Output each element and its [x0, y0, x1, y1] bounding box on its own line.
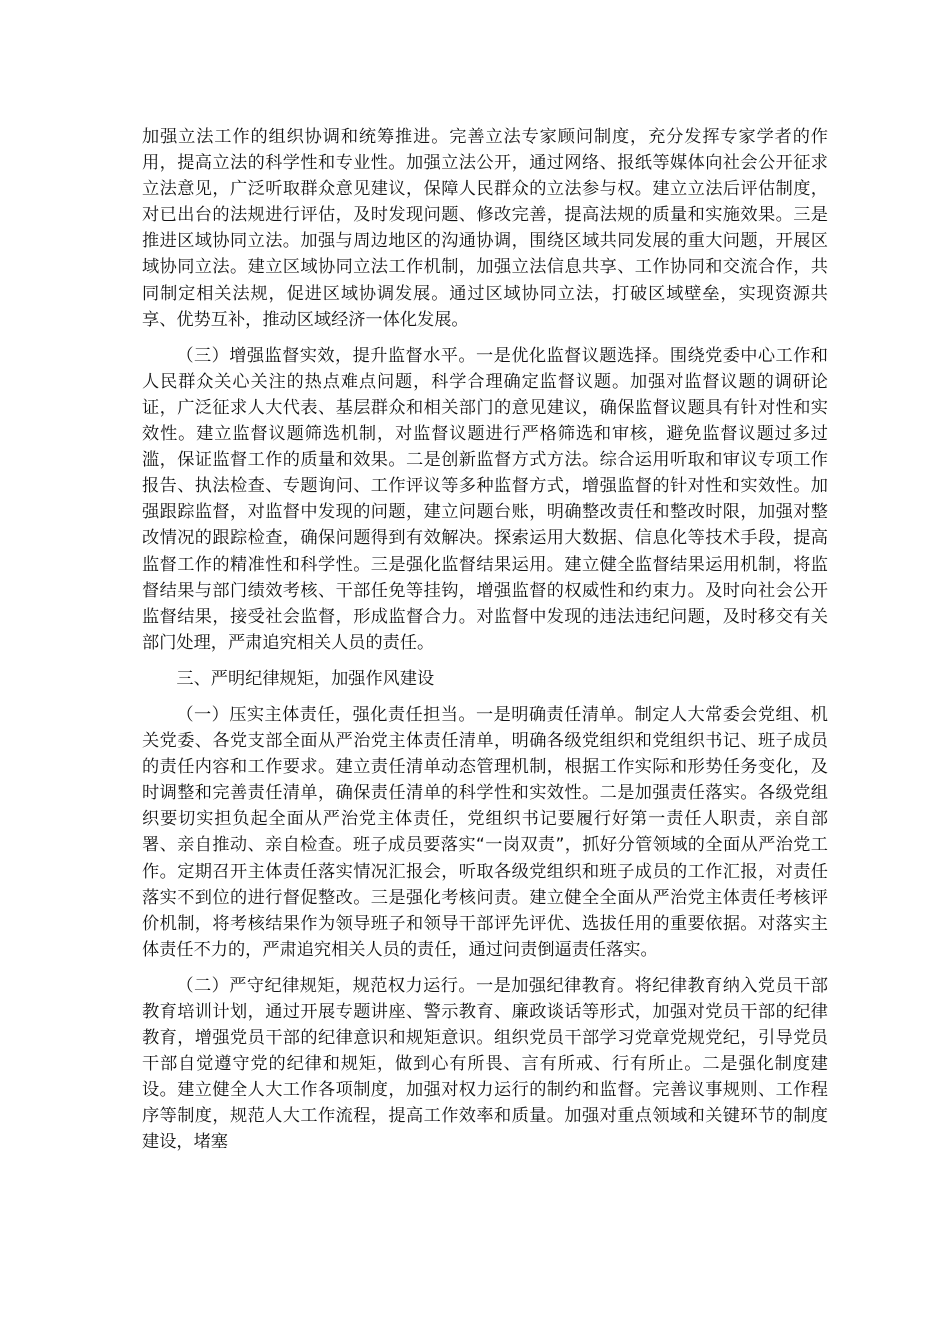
paragraph-legislation-continued: 加强立法工作的组织协调和统筹推进。完善立法专家顾问制度，充分发挥专家学者的作用，提高立法的科学性和专业性。加强立法公开，通过网络、报纸等媒体向社会公开征求立法意见，广泛听取群众意见建议，保障人民群众的立法参与权。建立立法后评估制度，对已出台的法规进行评估，及时发现问题、修改完善，提高法规的质量和实施效果。三是推进区域协同立法。加强与周边地区的沟通协调，围绕区域共同发展的重大问题，开展区域协同立法。建立区域协同立法工作机制，加强立法信息共享、工作协同和交流合作，共同制定相关法规，促进区域协调发展。通过区域协同立法，打破区域壁垒，实现资源共享、优势互补，推动区域经济一体化发展。	[142, 127, 828, 330]
paragraph-supervision: （三）增强监督实效，提升监督水平。一是优化监督议题选择。围绕党委中心工作和人民群众关心关注的热点难点问题，科学合理确定监督议题。加强对监督议题的调研论证，广泛征求人大代表、基层群众和相关部门的意见建议，确保监督议题具有针对性和实效性。建立监督议题筛选机制，对监督议题进行严格筛选和审核，避免监督议题过多过滥，保证监督工作的质量和效果。二是创新监督方式方法。综合运用听取和审议专项工作报告、执法检查、专题询问、工作评议等多种监督方式，增强监督的针对性和实效性。加强跟踪监督，对监督中发现的问题，建立问题台账，明确整改责任和整改时限，加强对整改情况的跟踪检查，确保问题得到有效解决。探索运用大数据、信息化等技术手段，提高监督工作的精准性和科学性。三是强化监督结果运用。建立健全监督结果运用机制，将监督结果与部门绩效考核、干部任免等挂钩，增强监督的权威性和约束力。及时向社会公开监督结果，接受社会监督，形成监督合力。对监督中发现的违法违纪问题，及时移交有关部门处理，严肃追究相关人员的责任。	[142, 345, 828, 653]
paragraph-rules: （二）严守纪律规矩，规范权力运行。一是加强纪律教育。将纪律教育纳入党员干部教育培训计划，通过开展专题讲座、警示教育、廉政谈话等形式，加强对党员干部的纪律教育，增强党员干部的纪律意识和规矩意识。组织党员干部学习党章党规党纪，引导党员干部自觉遵守党的纪律和规矩，做到心有所畏、言有所戒、行有所止。二是强化制度建设。建立健全人大工作各项制度，加强对权力运行的制约和监督。完善议事规则、工作程序等制度，规范人大工作流程，提高工作效率和质量。加强对重点领域和关键环节的制度建设，堵塞	[142, 975, 828, 1153]
document-page	[142, 124, 828, 1166]
section-heading-discipline: 三、严明纪律规矩，加强作风建设	[176, 668, 435, 689]
paragraph-responsibility: （一）压实主体责任，强化责任担当。一是明确责任清单。制定人大常委会党组、机关党委、各党支部全面从严治党主体责任清单，明确各级党组织和党组织书记、班子成员的责任内容和工作要求。建立责任清单动态管理机制，根据工作实际和形势任务变化，及时调整和完善责任清单，确保责任清单的科学性和实效性。二是加强责任落实。各级党组织要切实担负起全面从严治党主体责任，党组织书记要履行好第一责任人职责，亲自部署、亲自推动、亲自检查。班子成员要落实“一岗双责”，抓好分管领域的全面从严治党工作。定期召开主体责任落实情况汇报会，听取各级党组织和班子成员的工作汇报，对责任落实不到位的进行督促整改。三是强化考核问责。建立健全全面从严治党主体责任考核评价机制，将考核结果作为领导班子和领导干部评先评优、选拔任用的重要依据。对落实主体责任不力的，严肃追究相关人员的责任，通过问责倒逼责任落实。	[142, 704, 828, 960]
